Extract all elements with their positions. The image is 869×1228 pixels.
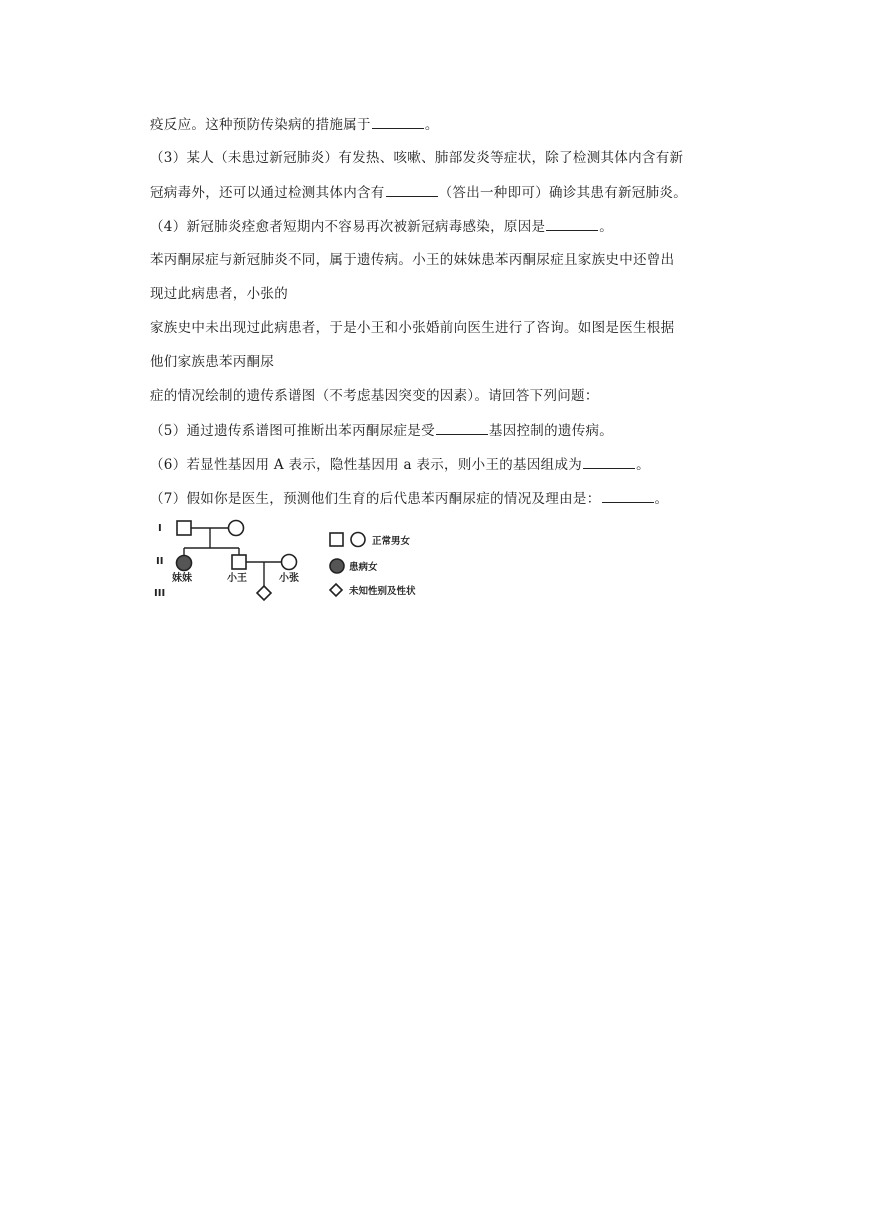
legend-normal-male-square [330,533,343,546]
legend-unknown-diamond [330,584,342,596]
intro-line-2 [150,285,288,303]
answer-blank[interactable] [602,489,654,503]
text: 。 [636,457,650,473]
generation-label-III: III [154,588,166,599]
text: 现过此病患者，小张的 [150,286,288,302]
question-3-line-2 [150,183,687,202]
question-4 [150,217,613,236]
label-xiaozhang: 小张 [279,573,299,584]
text: （4）新冠肺炎痊愈者短期内不容易再次被新冠病毒感染，原因是 [150,219,546,235]
text: 基因控制的遗传病。 [488,423,614,439]
legend-normal-female-circle [351,533,365,547]
child-unknown-diamond [257,586,271,600]
question-6 [150,455,650,474]
answer-blank[interactable] [372,115,424,129]
mother-circle [229,521,244,536]
text: 。 [599,219,614,235]
answer-blank[interactable] [583,455,635,469]
intro-line-1 [150,251,674,269]
question-5 [150,421,613,440]
answer-blank[interactable] [546,217,598,231]
question-3-line-1 [150,149,683,167]
paragraph-line-1 [150,115,439,134]
xiaozhang-circle [282,555,297,570]
text: 。 [424,117,439,133]
answer-blank[interactable] [436,421,488,435]
generation-label-II: II [156,556,164,567]
text: （6）若显性基因用 A 表示，隐性基因用 a 表示，则小王的基因组成为 [150,457,583,473]
legend-normal-label: 正常男女 [372,536,411,547]
text: （3）某人（未患过新冠肺炎）有发热、咳嗽、肺部发炎等症状，除了检测其体内含有新 [150,150,684,166]
generation-label-I: I [158,523,162,534]
text: 。 [654,491,669,507]
text: （5）通过遗传系谱图可推断出苯丙酮尿症是受 [150,423,435,439]
legend-unknown-label: 未知性别及性状 [349,586,416,597]
text: 家族史中未出现过此病患者，于是小王和小张婚前向医生进行了咨询。如图是医生根据 [150,320,675,336]
sister-affected-circle [177,556,192,571]
text: 苯丙酮尿症与新冠肺炎不同，属于遗传病。小王的妹妹患苯丙酮尿症且家族史中还曾出 [150,252,675,268]
legend-affected-label: 患病女 [349,562,378,573]
text: （答出一种即可）确诊其患有新冠肺炎。 [438,185,688,201]
legend-affected-female-circle [330,559,344,573]
label-sister: 妹妹 [172,573,192,584]
text: 他们家族患苯丙酮尿 [150,354,275,370]
xiaowang-square [232,555,246,569]
text: （7）假如你是医生，预测他们生育的后代患苯丙酮尿症的情况及理由是： [150,491,601,507]
father-square [177,521,191,535]
text: 疫反应。这种预防传染病的措施属于 [150,117,371,133]
intro-line-4 [150,353,274,371]
intro-line-3 [150,319,674,337]
text: 症的情况绘制的遗传系谱图（不考虑基因突变的因素）。请回答下列问题： [150,388,599,404]
pedigree-diagram [150,515,450,605]
intro-line-5 [150,387,599,405]
text: 冠病毒外，还可以通过检测其体内含有 [150,185,385,201]
question-7 [150,489,668,508]
label-xiaowang: 小王 [227,573,247,584]
answer-blank[interactable] [386,183,438,197]
